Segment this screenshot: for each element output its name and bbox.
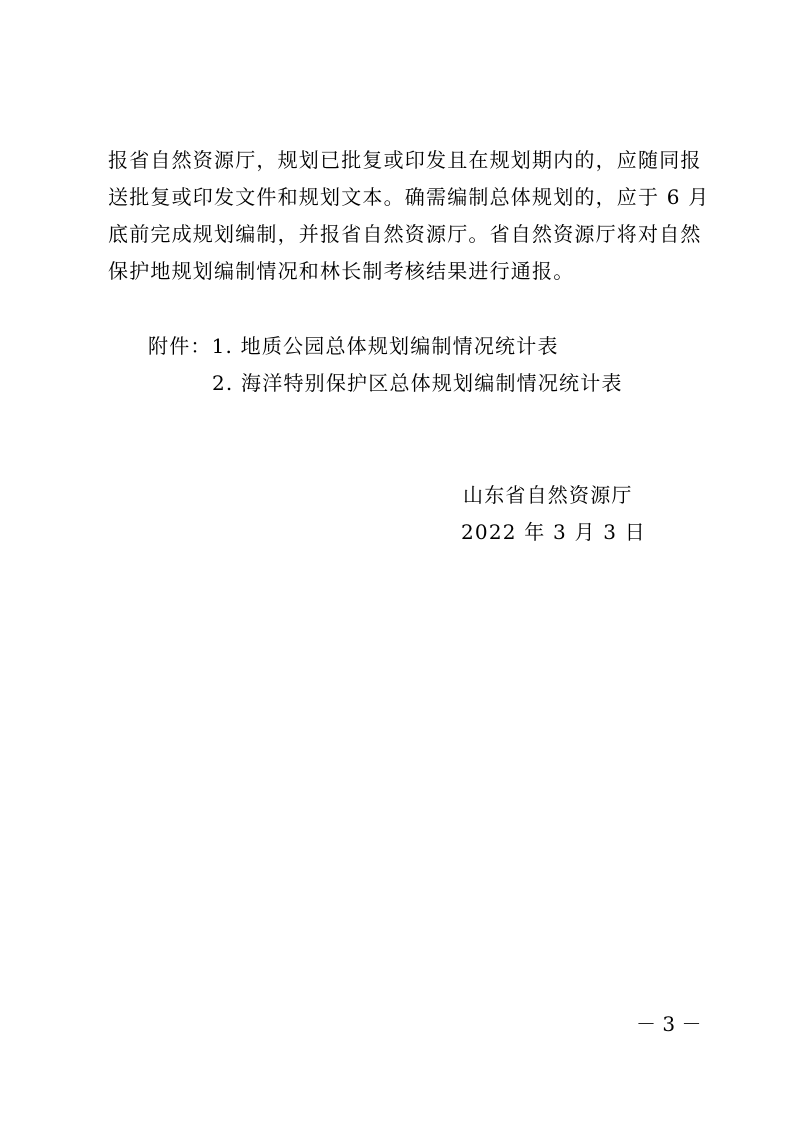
attachment-item: 2. 海洋特别保护区总体规划编制情况统计表	[212, 371, 623, 395]
signature-organization: 山东省自然资源厅	[463, 483, 633, 507]
body-text-line: 送批复或印发文件和规划文本。确需编制总体规划的，应于 6 月	[108, 185, 710, 209]
page-number: － 3 －	[636, 1012, 702, 1036]
signature-date: 2022 年 3 月 3 日	[461, 520, 646, 544]
body-text-line: 保护地规划编制情况和林长制考核结果进行通报。	[108, 259, 575, 283]
body-text-line: 报省自然资源厅，规划已批复或印发且在规划期内的，应随同报	[108, 148, 702, 172]
body-text-line: 底前完成规划编制，并报省自然资源厅。省自然资源厅将对自然	[108, 222, 702, 246]
attachment-item: 附件：1. 地质公园总体规划编制情况统计表	[148, 334, 559, 358]
